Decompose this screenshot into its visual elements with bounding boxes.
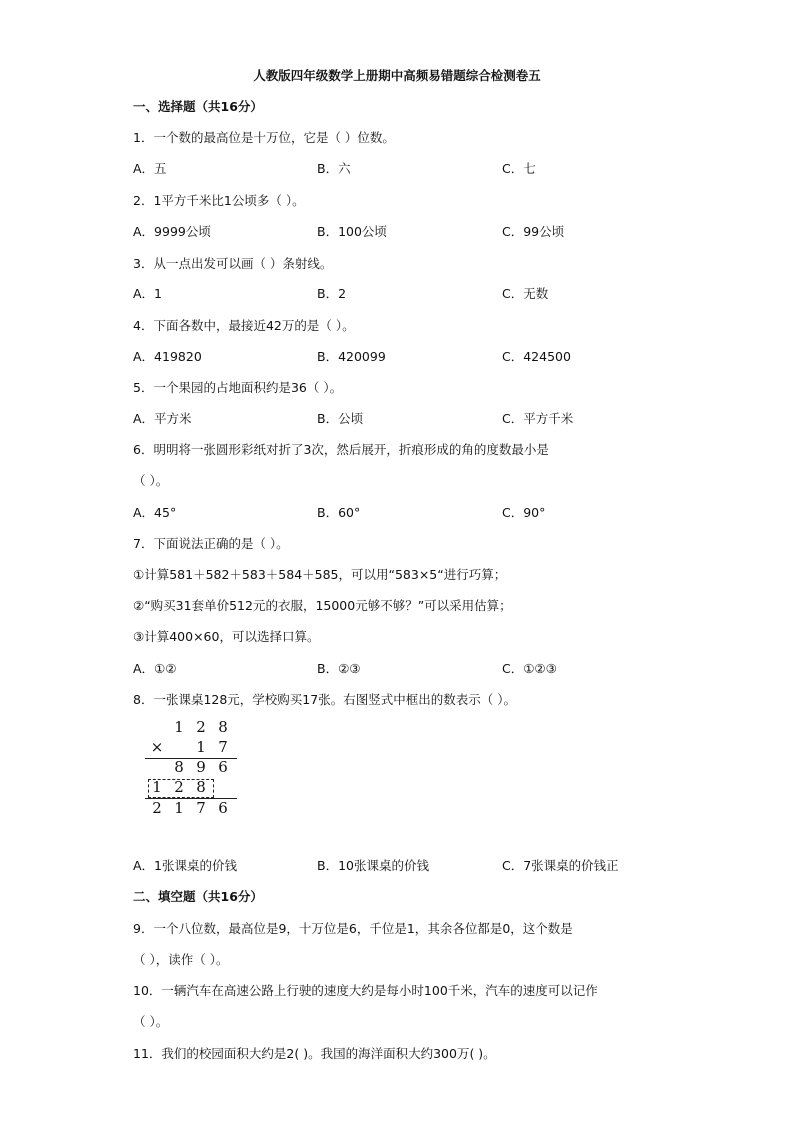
digit: 1 xyxy=(196,738,206,756)
q7-option-a[interactable]: A．①② xyxy=(133,661,177,676)
digit: 7 xyxy=(196,799,206,817)
boxed-digit: 8 xyxy=(196,778,206,796)
q8-option-a[interactable]: A．1张课桌的价钱 xyxy=(133,858,238,873)
boxed-digit: 2 xyxy=(174,778,184,796)
digit: 2 xyxy=(152,799,162,817)
q5-option-b[interactable]: B．公顷 xyxy=(317,411,364,426)
q7-statement-2: ②“购买31套单价512元的衣服，15000元够不够？”可以采用估算； xyxy=(133,598,512,613)
q3-option-c[interactable]: C．无数 xyxy=(502,286,549,301)
q7-option-b[interactable]: B．②③ xyxy=(317,661,361,676)
q6-option-b[interactable]: B．60° xyxy=(317,505,361,520)
q6-option-c[interactable]: C．90° xyxy=(502,505,546,520)
question-10: 10．一辆汽车在高速公路上行驶的速度大约是每小时100千米，汽车的速度可以记作 xyxy=(133,983,598,998)
section-heading-fill: 二、填空题（共16分） xyxy=(133,889,263,904)
question-11: 11．我们的校园面积大约是2( )。我国的海洋面积大约300万( )。 xyxy=(133,1046,496,1061)
q2-option-a[interactable]: A．9999公顷 xyxy=(133,224,211,239)
digit: 6 xyxy=(218,758,228,776)
section-heading-choice: 一、选择题（共16分） xyxy=(133,99,263,114)
digit: 7 xyxy=(218,738,228,756)
q7-statement-1: ①计算581＋582＋583＋584＋585，可以用“583×5“进行巧算； xyxy=(133,567,507,582)
multiply-sign: × xyxy=(150,738,164,756)
question-7: 7．下面说法正确的是（ ）。 xyxy=(133,536,289,551)
question-6: 6．明明将一张圆形彩纸对折了3次，然后展开，折痕形成的角的度数最小是 xyxy=(133,442,549,457)
q2-option-c[interactable]: C．99公顷 xyxy=(502,224,565,239)
q3-option-a[interactable]: A．1 xyxy=(133,286,163,301)
q5-option-c[interactable]: C．平方千米 xyxy=(502,411,574,426)
digit: 1 xyxy=(174,799,184,817)
question-8: 8．一张课桌128元，学校购买17张。右图竖式中框出的数表示（ ）。 xyxy=(133,692,516,707)
question-9-blanks: （ ），读作（ ）。 xyxy=(133,952,229,967)
q4-option-b[interactable]: B．420099 xyxy=(317,349,386,364)
q1-option-c[interactable]: C．七 xyxy=(502,161,536,176)
vertical-multiplication xyxy=(143,716,243,820)
question-6-blank: （ ）。 xyxy=(133,473,169,488)
page-title: 人教版四年级数学上册期中高频易错题综合检测卷五 xyxy=(253,68,541,83)
q4-option-c[interactable]: C．424500 xyxy=(502,349,571,364)
q7-option-c[interactable]: C．①②③ xyxy=(502,661,557,676)
question-1: 1．一个数的最高位是十万位，它是（ ）位数。 xyxy=(133,130,395,145)
digit: 8 xyxy=(218,718,228,736)
question-5: 5．一个果园的占地面积约是36（ ）。 xyxy=(133,380,343,395)
q4-option-a[interactable]: A．419820 xyxy=(133,349,202,364)
q6-option-a[interactable]: A．45° xyxy=(133,505,177,520)
q7-statement-3: ③计算400×60，可以选择口算。 xyxy=(133,629,320,644)
q2-option-b[interactable]: B．100公顷 xyxy=(317,224,387,239)
q5-option-a[interactable]: A．平方米 xyxy=(133,411,192,426)
digit: 6 xyxy=(218,799,228,817)
q1-option-b[interactable]: B．六 xyxy=(317,161,351,176)
digit: 9 xyxy=(196,758,206,776)
question-2: 2．1平方千米比1公顷多（ ）。 xyxy=(133,193,305,208)
question-9: 9．一个八位数，最高位是9，十万位是6，千位是1，其余各位都是0，这个数是 xyxy=(133,921,573,936)
digit: 2 xyxy=(196,718,206,736)
question-3: 3．从一点出发可以画（ ）条射线。 xyxy=(133,256,333,271)
question-4: 4．下面各数中，最接近42万的是（ ）。 xyxy=(133,318,355,333)
q8-option-b[interactable]: B．10张课桌的价钱 xyxy=(317,858,429,873)
digit: 8 xyxy=(174,758,184,776)
q8-option-c[interactable]: C．7张课桌的价钱正 xyxy=(502,858,619,873)
q1-option-a[interactable]: A．五 xyxy=(133,161,167,176)
digit: 1 xyxy=(174,718,184,736)
q3-option-b[interactable]: B．2 xyxy=(317,286,347,301)
question-10-blank: （ ）。 xyxy=(133,1014,169,1029)
boxed-digit: 1 xyxy=(152,778,162,796)
